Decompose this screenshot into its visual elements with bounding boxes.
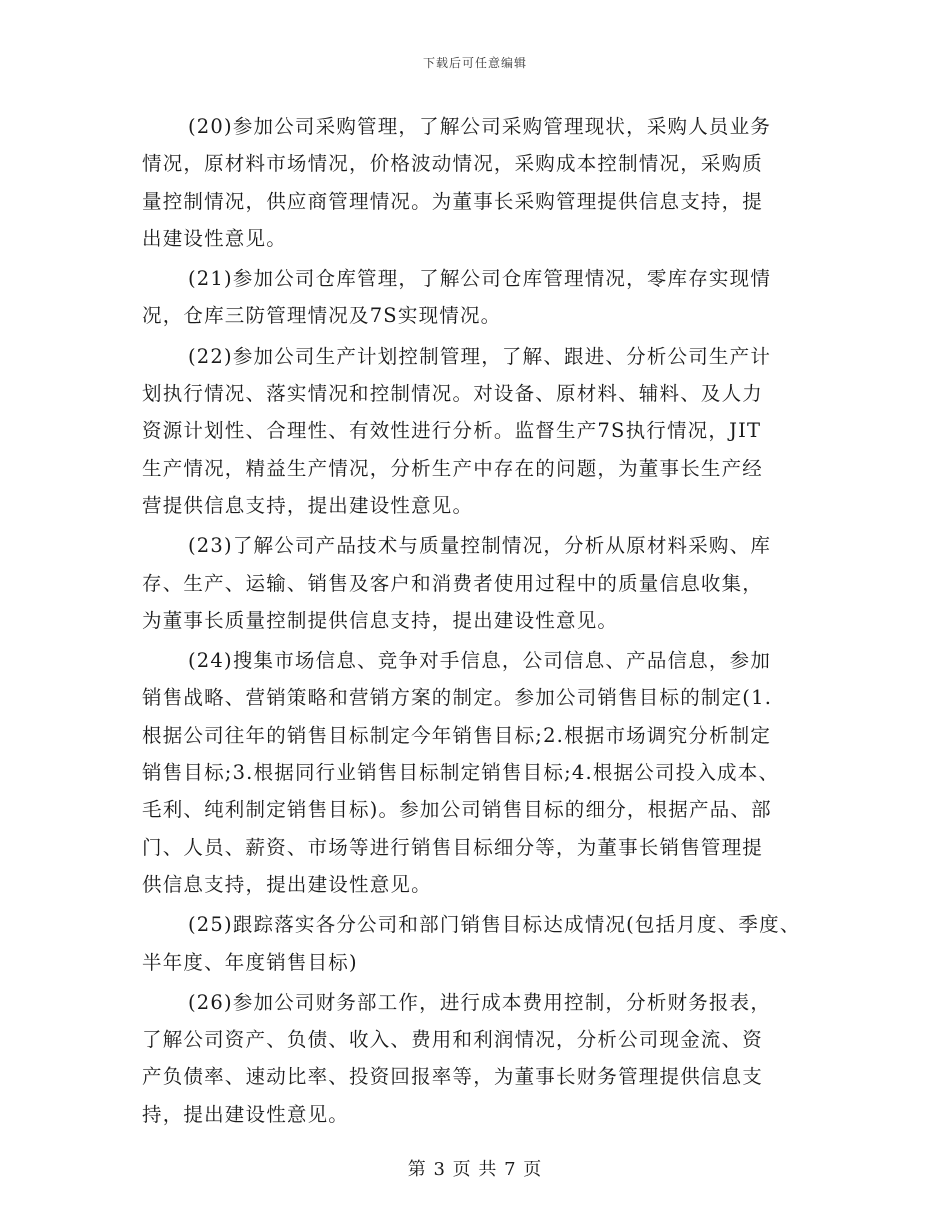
paragraph-line: 半年度、年度销售目标) [142,950,358,974]
paragraph-line: 持，提出建设性意见。 [142,1102,350,1126]
paragraph-line: 生产情况，精益生产情况，分析生产中存在的问题，为董事长生产经 [142,456,764,480]
paragraph-line: 毛利、纯利制定销售目标)。参加公司销售目标的细分，根据产品、部 [142,798,772,822]
paragraph-line: (23)了解公司产品技术与质量控制情况，分析从原材料采购、库 [188,534,772,558]
paragraph-line: 销售目标;3.根据同行业销售目标制定销售目标;4.根据公司投入成本、 [142,761,780,785]
paragraph-24 [142,642,822,903]
paragraph-line: 况，仓库三防管理情况及7S实现情况。 [142,304,502,328]
paragraph-line: 量控制情况，供应商管理情况。为董事长采购管理提供信息支持，提 [142,189,764,213]
paragraph-25 [142,906,822,981]
paragraph-line: 资源计划性、合理性、有效性进行分析。监督生产7S执行情况，JIT [142,419,762,443]
paragraph-line: 产负债率、速动比率、投资回报率等，为董事长财务管理提供信息支 [142,1065,764,1089]
paragraph-22 [142,338,822,524]
paragraph-line: 门、人员、薪资、市场等进行销售目标细分等，为董事长销售管理提 [142,835,764,859]
page-number: 第 3 页 共 7 页 [407,1159,543,1180]
paragraph-line: (24)搜集市场信息、竞争对手信息，公司信息、产品信息，参加 [188,649,772,673]
paragraph-line: 根据公司往年的销售目标制定今年销售目标;2.根据市场调究分析制定 [142,723,772,747]
paragraph-20 [142,108,822,257]
paragraph-line: 销售战略、营销策略和营销方案的制定。参加公司销售目标的制定(1. [142,686,773,710]
paragraph-26 [142,984,822,1133]
paragraph-line: (25)跟踪落实各分公司和部门销售目标达成情况(包括月度、季度、 [188,913,801,937]
paragraph-line: 供信息支持，提出建设性意见。 [142,872,432,896]
paragraph-23 [142,527,822,639]
paragraph-line: (22)参加公司生产计划控制管理，了解、跟进、分析公司生产计 [188,344,772,368]
page-header-note: 下载后可任意编辑 [422,56,527,70]
paragraph-line: 存、生产、运输、销售及客户和消费者使用过程中的质量信息收集， [142,571,764,595]
paragraph-line: 营提供信息支持，提出建设性意见。 [142,493,474,517]
paragraph-line: 出建设性意见。 [142,226,287,250]
paragraph-line: (21)参加公司仓库管理，了解公司仓库管理情况，零库存实现情 [188,267,772,291]
paragraph-line: (20)参加公司采购管理，了解公司采购管理现状，采购人员业务 [188,115,772,138]
paragraph-line: 了解公司资产、负债、收入、费用和利润情况，分析公司现金流、资 [142,1028,764,1052]
document-body [142,108,822,1136]
paragraph-line: 划执行情况、落实情况和控制情况。对设备、原材料、辅料、及人力 [142,382,764,406]
paragraph-21 [142,260,822,335]
paragraph-line: 为董事长质量控制提供信息支持，提出建设性意见。 [142,608,619,632]
paragraph-line: (26)参加公司财务部工作，进行成本费用控制，分析财务报表， [188,990,772,1014]
paragraph-line: 情况，原材料市场情况，价格波动情况，采购成本控制情况，采购质 [142,152,764,176]
